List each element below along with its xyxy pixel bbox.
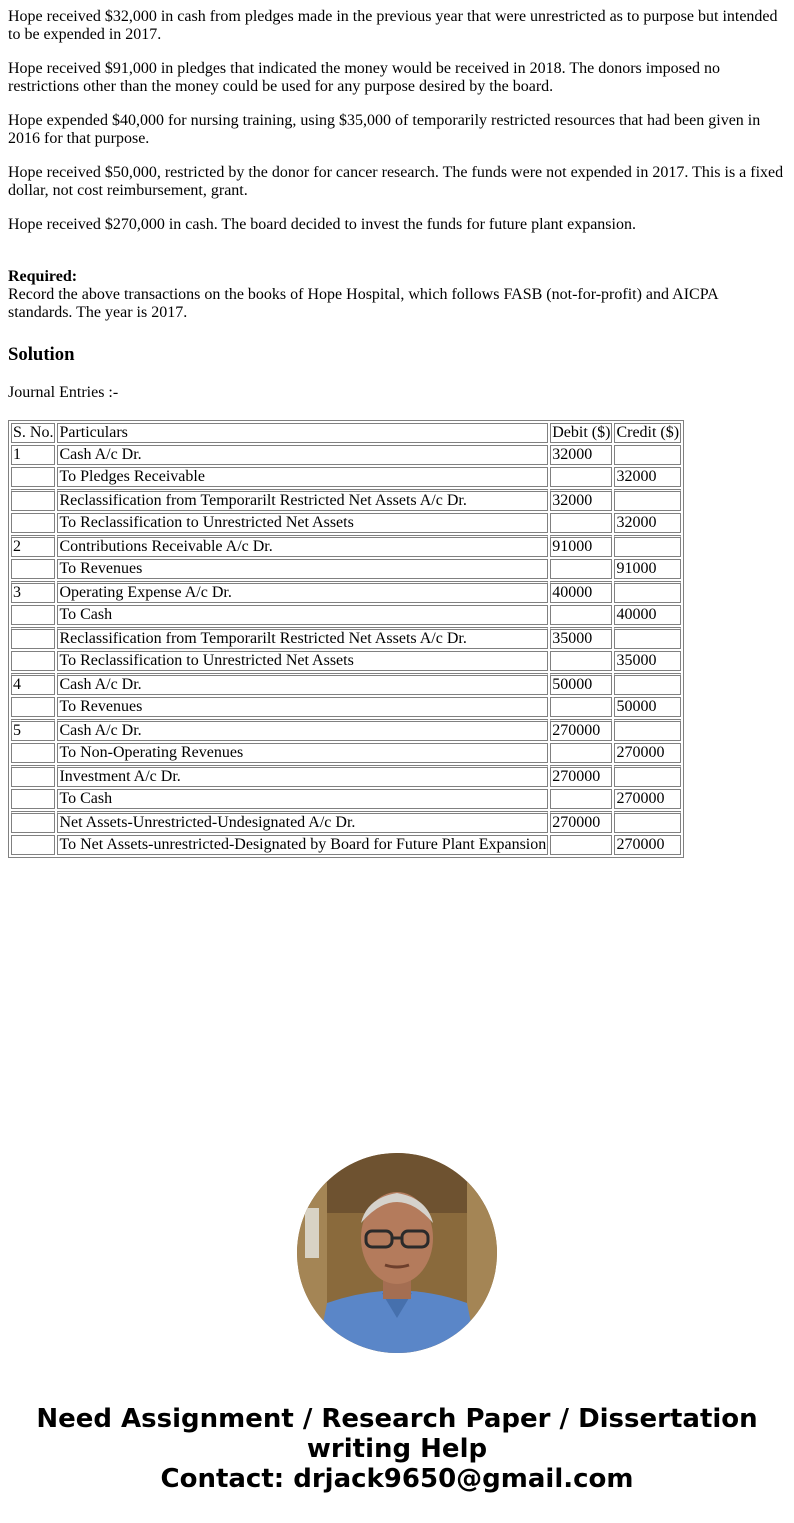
table-row <box>11 789 681 809</box>
cell-sn <box>11 743 55 763</box>
cell-sn: 4 <box>11 673 55 695</box>
cell-debit: 270000 <box>550 811 612 833</box>
cell-debit: 270000 <box>550 765 612 787</box>
required-label: Required: <box>8 268 78 285</box>
table-row <box>11 445 681 465</box>
cell-credit <box>614 719 681 741</box>
cell-particulars: Contributions Receivable A/c Dr. <box>57 535 548 557</box>
table-row <box>11 489 681 511</box>
cell-sn <box>11 789 55 809</box>
footer-contact <box>0 1404 794 1494</box>
cell-credit: 91000 <box>614 559 681 579</box>
journal-entries-table <box>8 420 684 858</box>
cell-sn <box>11 811 55 833</box>
cell-credit: 270000 <box>614 835 681 855</box>
cell-particulars: To Non-Operating Revenues <box>57 743 548 763</box>
document-content <box>8 0 786 858</box>
cell-credit <box>614 673 681 695</box>
table-row <box>11 605 681 625</box>
footer-line-1: Need Assignment / Research Paper / Dissertation <box>36 1404 758 1434</box>
cell-credit <box>614 581 681 603</box>
cell-sn: 2 <box>11 535 55 557</box>
cell-particulars: Cash A/c Dr. <box>57 673 548 695</box>
journal-body <box>11 445 681 855</box>
cell-particulars: Reclassification from Temporarilt Restricted Net Assets A/c Dr. <box>57 489 548 511</box>
cell-debit: 35000 <box>550 627 612 649</box>
cell-credit <box>614 627 681 649</box>
cell-particulars: Cash A/c Dr. <box>57 445 548 465</box>
table-row <box>11 673 681 695</box>
table-row <box>11 719 681 741</box>
cell-sn <box>11 605 55 625</box>
table-row <box>11 811 681 833</box>
journal-title: Journal Entries :- <box>8 384 119 401</box>
problem-paragraph-2: Hope received $91,000 in pledges that indicated the money would be received in 2018. The donors imposed no restrictions other than the money could be used for any purpose desired by the board. <box>8 60 720 95</box>
problem-paragraph-1: Hope received $32,000 in cash from pledges made in the previous year that were unrestricted as to purpose but intended to be expended in 2017. <box>8 8 778 43</box>
required-text: Record the above transactions on the books of Hope Hospital, which follows FASB (not-for-profit) and AICPA standards. The year is 2017. <box>8 286 718 321</box>
cell-sn <box>11 627 55 649</box>
author-avatar <box>297 1153 497 1353</box>
cell-particulars: To Cash <box>57 789 548 809</box>
cell-particulars: To Revenues <box>57 697 548 717</box>
problem-paragraph-5: Hope received $270,000 in cash. The board decided to invest the funds for future plant expansion. <box>8 216 636 233</box>
cell-debit <box>550 513 612 533</box>
cell-particulars: To Reclassification to Unrestricted Net Assets <box>57 651 548 671</box>
cell-credit: 40000 <box>614 605 681 625</box>
cell-debit: 32000 <box>550 445 612 465</box>
table-row <box>11 581 681 603</box>
cell-debit <box>550 697 612 717</box>
cell-sn <box>11 513 55 533</box>
cell-sn <box>11 697 55 717</box>
table-row <box>11 743 681 763</box>
cell-particulars: To Net Assets-unrestricted-Designated by Board for Future Plant Expansion <box>59 836 547 853</box>
table-row <box>11 697 681 717</box>
table-row <box>11 559 681 579</box>
cell-particulars: Operating Expense A/c Dr. <box>57 581 548 603</box>
cell-debit <box>550 605 612 625</box>
cell-credit <box>614 811 681 833</box>
cell-particulars: To Revenues <box>57 559 548 579</box>
cell-debit: 50000 <box>550 673 612 695</box>
cell-sn <box>11 559 55 579</box>
cell-debit <box>550 743 612 763</box>
cell-particulars: To Cash <box>57 605 548 625</box>
cell-sn <box>11 489 55 511</box>
cell-credit <box>614 489 681 511</box>
cell-debit <box>550 835 612 855</box>
table-row <box>11 535 681 557</box>
cell-debit: 40000 <box>550 581 612 603</box>
cell-sn <box>11 651 55 671</box>
cell-particulars: Investment A/c Dr. <box>57 765 548 787</box>
table-header-row <box>11 423 681 443</box>
cell-particulars: To Pledges Receivable <box>57 467 548 487</box>
cell-debit <box>550 467 612 487</box>
cell-debit <box>550 651 612 671</box>
cell-sn: 3 <box>11 581 55 603</box>
cell-particulars: Net Assets-Unrestricted-Undesignated A/c Dr. <box>57 811 548 833</box>
person-portrait-icon <box>297 1153 497 1353</box>
cell-debit <box>550 559 612 579</box>
table-row <box>11 651 681 671</box>
cell-credit <box>614 765 681 787</box>
table-row <box>11 627 681 649</box>
cell-sn <box>11 467 55 487</box>
cell-credit <box>614 445 681 465</box>
problem-paragraph-3: Hope expended $40,000 for nursing training, using $35,000 of temporarily restricted resources that had been given in 2016 for that purpose. <box>8 112 761 147</box>
cell-sn <box>11 835 55 855</box>
footer-line-2: writing Help <box>306 1434 488 1464</box>
cell-debit: 91000 <box>550 535 612 557</box>
cell-credit: 270000 <box>614 743 681 763</box>
cell-credit: 50000 <box>614 697 681 717</box>
cell-credit: 270000 <box>614 789 681 809</box>
cell-sn <box>11 765 55 787</box>
cell-credit: 32000 <box>614 513 681 533</box>
cell-credit <box>614 535 681 557</box>
table-row <box>11 467 681 487</box>
header-credit: Credit ($) <box>616 424 680 441</box>
header-debit: Debit ($) <box>552 424 611 441</box>
cell-credit: 32000 <box>614 467 681 487</box>
cell-debit <box>550 789 612 809</box>
table-row <box>11 835 681 855</box>
cell-debit: 32000 <box>550 489 612 511</box>
cell-particulars: Cash A/c Dr. <box>57 719 548 741</box>
cell-particulars: Reclassification from Temporarilt Restricted Net Assets A/c Dr. <box>57 627 548 649</box>
header-sn: S. No. <box>13 424 54 441</box>
required-block <box>8 268 786 322</box>
cell-credit: 35000 <box>614 651 681 671</box>
footer-contact-email[interactable]: Contact: drjack9650@gmail.com <box>160 1464 634 1494</box>
table-row <box>11 765 681 787</box>
cell-particulars: To Reclassification to Unrestricted Net Assets <box>57 513 548 533</box>
cell-sn: 1 <box>11 445 55 465</box>
cell-sn: 5 <box>11 719 55 741</box>
problem-paragraph-4: Hope received $50,000, restricted by the donor for cancer research. The funds were not expended in 2017. This is a fixed dollar, not cost reimbursement, grant. <box>8 164 784 199</box>
cell-debit: 270000 <box>550 719 612 741</box>
table-row <box>11 513 681 533</box>
solution-heading: Solution <box>8 344 75 365</box>
header-particulars: Particulars <box>57 423 548 443</box>
